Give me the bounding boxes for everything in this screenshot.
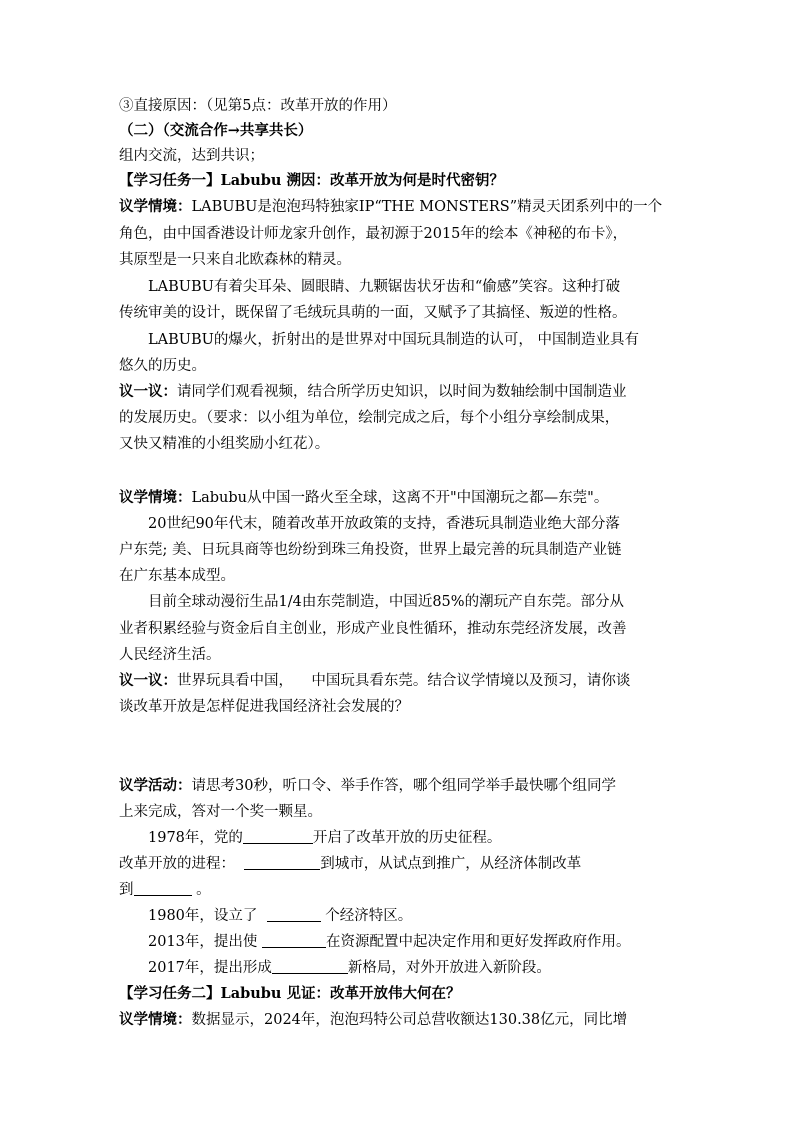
paragraph-line: 谈改革开放是怎样促进我国经济社会发展的？ — [119, 699, 409, 715]
fill-blank-1980 — [148, 906, 708, 926]
fill-blank-process — [119, 854, 679, 874]
paragraph-line: 悠久的历史。 — [119, 358, 206, 374]
fill-blank-1978 — [148, 828, 708, 848]
answer-blank[interactable] — [272, 959, 348, 974]
fill-blank-process-end — [119, 880, 679, 900]
scenario-2-line — [119, 488, 679, 508]
paragraph-line: 在广东基本成型。 — [119, 568, 235, 584]
blank-prefix: 改革开放的进程： — [119, 856, 245, 872]
paragraph-line: 目前全球动漫衍生品1/4由东莞制造，中国近85%的潮玩产自东莞。部分从 — [148, 594, 625, 610]
blank-prefix: 2017年，提出形成 — [148, 960, 272, 976]
scenario-text: LABUBU是泡泡玛特独家IP“THE MONSTERS”精灵天团系列中的一个 — [191, 199, 663, 215]
paragraph-line: 角色，由中国香港设计师龙家升创作，最初源于2015年的绘本《神秘的布卡》， — [119, 226, 628, 242]
scenario-label: 议学情境： — [119, 489, 192, 506]
blank-prefix: 1980年，设立了 — [148, 908, 267, 924]
discuss-1-line — [119, 382, 679, 402]
blank-suffix: 。 — [191, 882, 211, 898]
paragraph-line: 的发展历史。（要求：以小组为单位，绘制完成之后，每个小组分享绘制成果， — [119, 410, 620, 426]
activity-label: 议学活动： — [119, 777, 192, 794]
blank-suffix: 开启了改革开放的历史征程。 — [312, 830, 502, 846]
learning-task-2-heading: 【学习任务二】Labubu 见证：改革开放伟大何在？ — [119, 985, 461, 1002]
paragraph-line: 人民经济生活。 — [119, 647, 221, 663]
fill-blank-2013 — [148, 932, 708, 952]
discuss-label: 议一议： — [119, 383, 177, 400]
paragraph-line: 其原型是一只来自北欧森林的精灵。 — [119, 252, 351, 268]
scenario-text: 数据显示，2024年，泡泡玛特公司总营收额达130.38亿元，同比增 — [191, 1012, 628, 1028]
discuss-text: 世界玩具看中国， 中国玩具看东莞。结合议学情境以及预习，请你谈 — [177, 673, 631, 689]
paragraph-line: 20世纪90年代末，随着改革开放政策的支持，香港玩具制造业绝大部分落 — [148, 516, 620, 532]
paragraph-line: 户东莞; 美、日玩具商等也纷纷到珠三角投资，世界上最完善的玩具制造产业链 — [119, 542, 622, 558]
blank-suffix: 到城市，从试点到推广，从经济体制改革 — [320, 856, 582, 872]
direct-cause-line: ③直接原因：（见第5点：改革开放的作用） — [119, 98, 397, 114]
activity-text: 请思考30秒，听口令、举手作答，哪个组同学举手最快哪个组同学 — [191, 778, 616, 794]
answer-blank[interactable] — [267, 907, 321, 922]
paragraph-line: 又快又精准的小组奖励小红花）。 — [119, 436, 330, 452]
answer-blank[interactable] — [244, 855, 320, 870]
scenario-label: 议学情境： — [119, 1011, 192, 1028]
group-discussion-line: 组内交流，达到共识； — [119, 148, 264, 164]
answer-blank[interactable] — [243, 829, 313, 844]
answer-blank[interactable] — [262, 933, 326, 948]
discuss-2-line — [119, 671, 679, 691]
paragraph-line: LABUBU的爆火，折射出的是世界对中国玩具制造的认可， 中国制造业具有 — [148, 332, 639, 348]
discuss-text: 请同学们观看视频，结合所学历史知识，以时间为数轴绘制中国制造业 — [177, 384, 627, 400]
blank-prefix: 到 — [119, 882, 134, 898]
scenario-1-line — [119, 197, 679, 217]
blank-suffix: 个经济特区。 — [320, 908, 413, 924]
activity-line — [119, 776, 679, 796]
scenario-text: Labubu从中国一路火至全球，这离不开"中国潮玩之都—东莞"。 — [191, 490, 609, 506]
paragraph-line: 传统审美的设计，既保留了毛绒玩具萌的一面，又赋予了其搞怪、叛逆的性格。 — [119, 305, 627, 321]
fill-blank-2017 — [148, 958, 708, 978]
blank-prefix: 1978年，党的 — [148, 830, 243, 846]
answer-blank[interactable] — [134, 881, 192, 896]
discuss-label: 议一议： — [119, 672, 177, 689]
paragraph-line: 上来完成，答对一个奖一颗星。 — [119, 804, 322, 820]
blank-suffix: 新格局，对外开放进入新阶段。 — [347, 960, 551, 976]
blank-prefix: 2013年，提出使 — [148, 934, 263, 950]
scenario-label: 议学情境： — [119, 198, 192, 215]
section-heading-2: （二）（交流合作→共享共长） — [119, 122, 313, 139]
blank-suffix: 在资源配置中起决定作用和更好发挥政府作用。 — [326, 934, 631, 950]
paragraph-line: LABUBU有着尖耳朵、圆眼睛、九颗锯齿状牙齿和“偷感”笑容。这种打破 — [148, 279, 621, 295]
paragraph-line: 业者积累经验与资金后自主创业，形成产业良性循环，推动东莞经济发展，改善 — [119, 621, 627, 637]
scenario-3-line — [119, 1010, 679, 1030]
learning-task-1-heading: 【学习任务一】Labubu 溯因：改革开放为何是时代密钥？ — [119, 172, 504, 189]
